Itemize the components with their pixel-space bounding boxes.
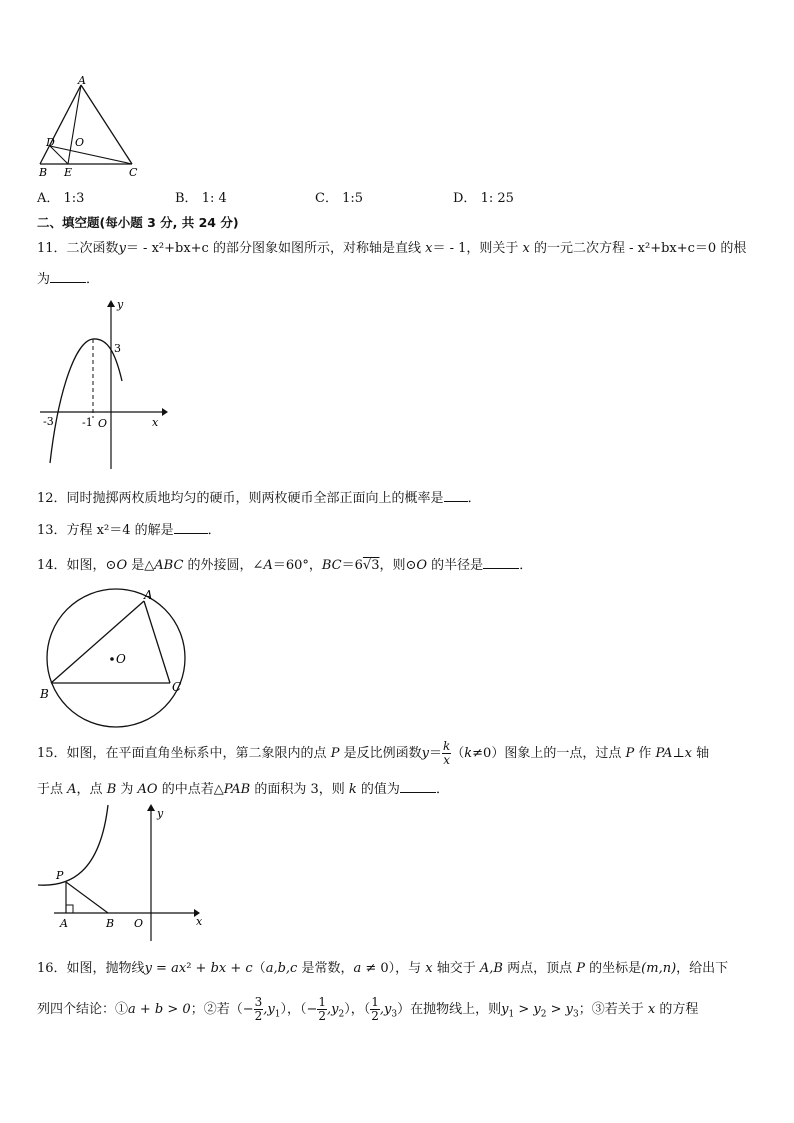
question-16-line2: 列四个结论：①a + b > 0；②若（− $\frac{3}{2}$ $,y_1$），（− $\frac{1}{2}$ $,y_2$），（ $\frac{1}{2}$ $,y_3$）在抛物线上，则$y_1 > y_2 > y_3$；③若关于 x 的方程 — [37, 995, 699, 1023]
origin-O: O — [134, 917, 144, 930]
label-A: A — [144, 588, 153, 602]
answer-blank-14[interactable] — [483, 556, 519, 569]
tick-minus-1: -1 — [82, 416, 93, 429]
axis-x-label: x — [196, 915, 203, 928]
label-D: D — [46, 136, 55, 149]
axis-x-label: x — [152, 416, 159, 429]
option-d: D． 1: 25 — [453, 191, 514, 206]
question-14: 14．如图，⊙O 是△ABC 的外接圆，∠A＝60°，BC＝6√3，则⊙O 的半径是 ． — [37, 558, 533, 573]
section-title: 二、填空题(每小题 3 分, 共 24 分) — [37, 215, 239, 230]
question-15: 15．如图，在平面直角坐标系中，第二象限内的点 P 是反比例函数y＝ $\frac{k}{x}$ （k≠0）图象上的一点，过点 P 作 PA⊥x 轴 — [37, 739, 710, 767]
answer-blank-13[interactable] — [174, 521, 208, 534]
option-c: C． 1:5 — [315, 191, 364, 206]
label-B: B — [39, 166, 48, 179]
label-O: O — [116, 652, 126, 666]
option-a: A． 1:3 — [37, 191, 85, 206]
question-15-line2: 于点 A，点 B 为 AO 的中点若△PAB 的面积为 3，则 k 的值为 ． — [37, 782, 449, 797]
figure-q15-hyperbola — [30, 803, 210, 945]
figure-q14-circle — [36, 585, 196, 733]
answer-blank-11[interactable] — [50, 270, 86, 283]
figure-q11-parabola — [30, 293, 180, 478]
answer-blank-15[interactable] — [400, 780, 436, 793]
label-C: C — [172, 680, 182, 694]
label-O: O — [75, 136, 85, 149]
origin-O: O — [98, 417, 108, 430]
label-C: C — [129, 166, 138, 179]
axis-y-label: y — [157, 807, 164, 820]
label-A: A — [78, 75, 86, 87]
question-11-line2: 为 ． — [37, 272, 100, 287]
label-B: B — [106, 917, 115, 930]
figure-q10-triangle — [30, 75, 150, 180]
axis-y-label: y — [117, 298, 124, 311]
label-A: A — [60, 917, 68, 930]
option-b: B． 1: 4 — [175, 191, 227, 206]
label-B: B — [40, 687, 49, 701]
question-16: 16．如图，抛物线y = ax² + bx + c（a,b,c 是常数，a ≠ 0），与 x 轴交于 A,B 两点，顶点 P 的坐标是(m,n)，给出下 — [37, 961, 729, 976]
question-11: 11．二次函数y＝ - x²+bx+c 的部分图象如图所示，对称轴是直线 x＝ - 1，则关于 x 的一元二次方程 - x²+bx+c＝0 的根 — [37, 241, 747, 256]
label-E: E — [64, 166, 73, 179]
tick-3: 3 — [114, 342, 121, 355]
tick-minus-3: -3 — [43, 415, 54, 428]
question-13: 13．方程 x²＝4 的解是 ． — [37, 523, 221, 538]
label-P: P — [56, 869, 64, 882]
answer-blank-12[interactable] — [444, 489, 468, 502]
question-12: 12．同时抛掷两枚质地均匀的硬币，则两枚硬币全部正面向上的概率是 ． — [37, 491, 481, 506]
